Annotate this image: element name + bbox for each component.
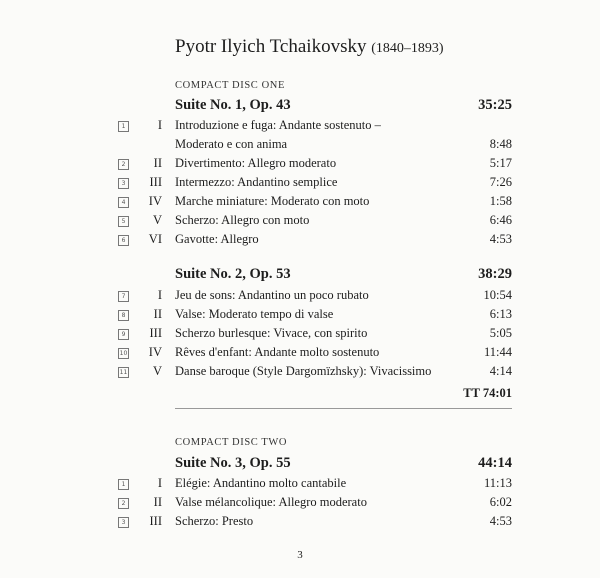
composer-title (175, 36, 444, 58)
movement-title: Scherzo burlesque: Vivace, con spirito (175, 326, 368, 340)
movement-title: Introduzione e fuga: Andante sostenuto – (175, 118, 381, 132)
page-number: 3 (297, 549, 303, 561)
track-number-box: 7 (118, 291, 129, 302)
suite-3-heading (175, 455, 512, 472)
movement-duration: 11:13 (483, 476, 512, 490)
track-row (0, 514, 600, 536)
track-row (0, 232, 600, 254)
track-number-box: 2 (118, 159, 129, 170)
movement-duration: 5:05 (489, 326, 512, 340)
movement-duration: 10:54 (483, 288, 512, 302)
movement-duration: 4:53 (489, 514, 512, 528)
movement-numeral: VI (148, 232, 162, 246)
track-number-box: 10 (119, 350, 128, 357)
movement-duration: 5:17 (489, 156, 512, 170)
movement-duration: 11:44 (483, 345, 512, 359)
composer-years: (1840–1893) (371, 41, 444, 56)
movement-title: Elégie: Andantino molto cantabile (175, 476, 347, 490)
suite-title: Suite No. 1, Op. 43 (175, 97, 291, 113)
movement-numeral: II (153, 307, 162, 321)
track-number-box: 3 (118, 178, 129, 189)
movement-numeral: V (152, 364, 162, 378)
suite-1-heading (175, 97, 512, 114)
disc-one-label: COMPACT DISC ONE (175, 80, 285, 91)
movement-duration: 8:48 (489, 137, 512, 151)
movement-title-continued: Moderato e con anima (175, 137, 288, 151)
divider (175, 408, 512, 409)
movement-duration: 6:13 (489, 307, 512, 321)
suite-2-heading (175, 266, 512, 283)
suite-title: Suite No. 2, Op. 53 (175, 266, 291, 282)
disc-one-total-time: TT 74:01 (463, 386, 512, 400)
movement-title: Scherzo: Presto (175, 514, 254, 528)
suite-duration: 44:14 (478, 455, 512, 471)
movement-title: Rêves d'enfant: Andante molto sostenuto (175, 345, 380, 359)
track-number-box: 2 (118, 498, 129, 509)
movement-title: Jeu de sons: Andantino un poco rubato (175, 288, 369, 302)
disc-two-label: COMPACT DISC TWO (175, 437, 288, 448)
track-number-box: 1 (118, 479, 129, 490)
movement-numeral: III (149, 326, 162, 340)
movement-title: Valse: Moderato tempo di valse (175, 307, 334, 321)
movement-numeral: IV (148, 194, 162, 208)
movement-numeral: III (149, 514, 162, 528)
movement-title: Valse mélancolique: Allegro moderato (175, 495, 367, 509)
suite-duration: 38:29 (478, 266, 512, 282)
track-number-box: 8 (118, 310, 129, 321)
suite-duration: 35:25 (478, 97, 512, 113)
movement-duration: 4:14 (489, 364, 512, 378)
movement-title: Divertimento: Allegro moderato (175, 156, 337, 170)
track-number-box: 3 (118, 517, 129, 528)
movement-title: Scherzo: Allegro con moto (175, 213, 310, 227)
track-number-box: 6 (118, 235, 129, 246)
movement-numeral: II (153, 156, 162, 170)
track-number-box: 4 (118, 197, 129, 208)
movement-numeral: IV (148, 345, 162, 359)
movement-duration: 6:02 (489, 495, 512, 509)
suite-title: Suite No. 3, Op. 55 (175, 455, 291, 471)
movement-title: Intermezzo: Andantino semplice (175, 175, 338, 189)
movement-duration: 7:26 (489, 175, 512, 189)
movement-numeral: I (157, 118, 162, 132)
composer-name: Pyotr Ilyich Tchaikovsky (175, 36, 367, 57)
track-number-box: 11 (119, 369, 128, 376)
movement-title: Marche miniature: Moderato con moto (175, 194, 370, 208)
track-number-box: 5 (118, 216, 129, 227)
movement-numeral: I (157, 288, 162, 302)
movement-title: Gavotte: Allegro (175, 232, 259, 246)
movement-numeral: V (152, 213, 162, 227)
track-row (0, 364, 600, 386)
track-number-box: 1 (118, 121, 129, 132)
movement-duration: 6:46 (489, 213, 512, 227)
movement-duration: 1:58 (489, 194, 512, 208)
movement-duration: 4:53 (489, 232, 512, 246)
movement-numeral: III (149, 175, 162, 189)
movement-numeral: I (157, 476, 162, 490)
track-number-box: 9 (118, 329, 129, 340)
movement-title: Danse baroque (Style Dargomïzhsky): Vivacissimo (175, 364, 432, 378)
movement-numeral: II (153, 495, 162, 509)
